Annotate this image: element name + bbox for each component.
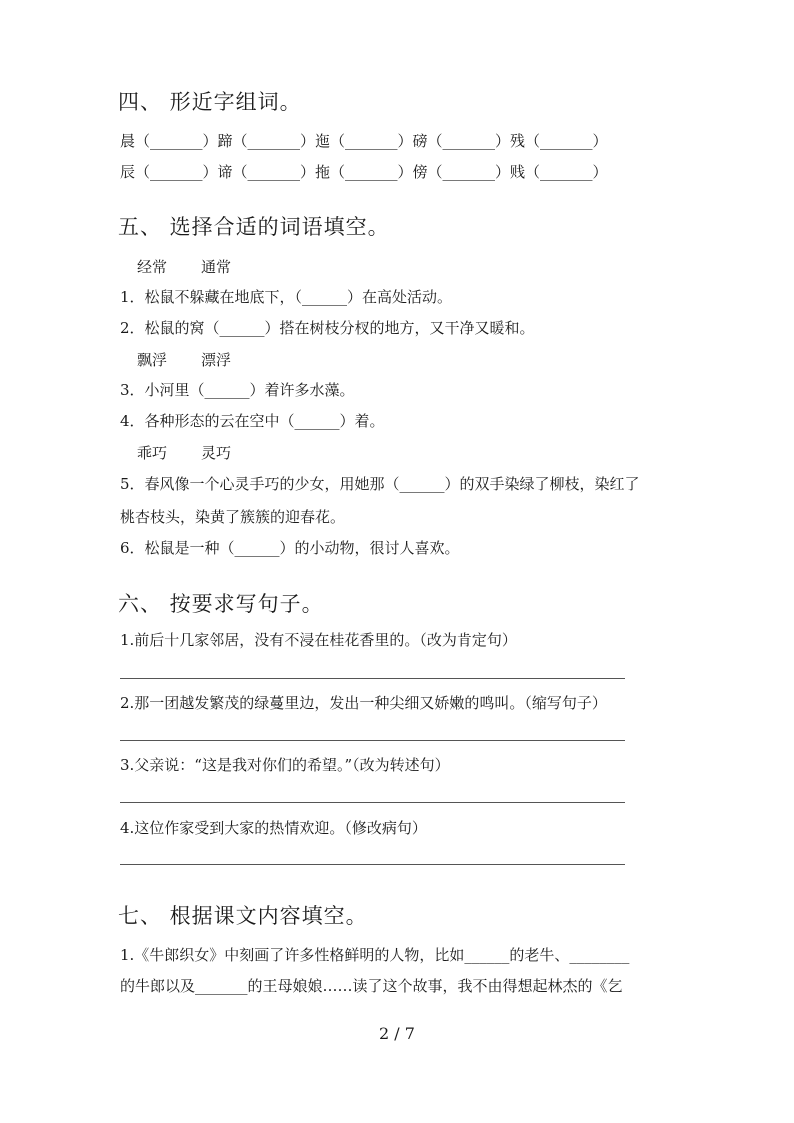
section-5-title: 五、 选择合适的词语填空。 <box>118 215 390 239</box>
s5-question-2: 2．松鼠的窝（______）搭在树枝分杈的地方，又干净又暖和。 <box>120 319 535 337</box>
s5-question-5-cont: 桃杏枝头，染黄了簇簇的迎春花。 <box>120 508 346 526</box>
answer-line[interactable] <box>120 678 625 679</box>
s6-question-4: 4.这位作家受到大家的热情欢迎。（修改病句） <box>120 819 427 837</box>
s6-question-1: 1.前后十几家邻居，没有不浸在桂花香里的。（改为肯定句） <box>120 631 517 649</box>
s4-row-1: 晨（_______）蹄（_______）迤（_______）磅（_______）残（_______） <box>120 132 608 150</box>
section-7-title: 七、 根据课文内容填空。 <box>118 904 368 928</box>
s5-question-5: 5．春风像一个心灵手巧的少女，用她那（______）的双手染绿了柳枝，染红了 <box>120 475 640 493</box>
answer-line[interactable] <box>120 802 625 803</box>
s5-question-6: 6．松鼠是一种（______）的小动物，很讨人喜欢。 <box>120 539 460 557</box>
s4-row-2: 辰（_______）谛（_______）拖（_______）傍（_______）贱（_______） <box>120 163 608 181</box>
s7-question-1-cont: 的牛郎以及_______的王母娘娘……读了这个故事，我不由得想起林杰的《乞 <box>120 977 623 995</box>
word-option: 乖巧 <box>137 444 168 462</box>
section-4-title: 四、 形近字组词。 <box>118 90 302 114</box>
s5-question-3: 3．小河里（______）着许多水藻。 <box>120 381 355 399</box>
word-option: 通常 <box>201 258 232 276</box>
s6-question-3: 3.父亲说：“这是我对你们的希望。”（改为转述句） <box>120 756 450 774</box>
page-number: 2 / 7 <box>379 1024 415 1043</box>
s5-question-1: 1．松鼠不躲藏在地底下，（______）在高处活动。 <box>120 288 453 306</box>
answer-line[interactable] <box>120 864 625 865</box>
s7-question-1: 1.《牛郎织女》中刻画了许多性格鲜明的人物，比如______的老牛、________ <box>120 946 630 964</box>
s5-question-4: 4．各种形态的云在空中（______）着。 <box>120 412 385 430</box>
word-option: 灵巧 <box>201 444 232 462</box>
section-6-title: 六、 按要求写句子。 <box>118 592 324 616</box>
word-option: 飘浮 <box>137 351 168 369</box>
word-option: 经常 <box>137 258 168 276</box>
s6-question-2: 2.那一团越发繁茂的绿蔓里边，发出一种尖细又娇嫩的鸣叫。（缩写句子） <box>120 694 607 712</box>
answer-line[interactable] <box>120 740 625 741</box>
word-option: 漂浮 <box>201 351 232 369</box>
